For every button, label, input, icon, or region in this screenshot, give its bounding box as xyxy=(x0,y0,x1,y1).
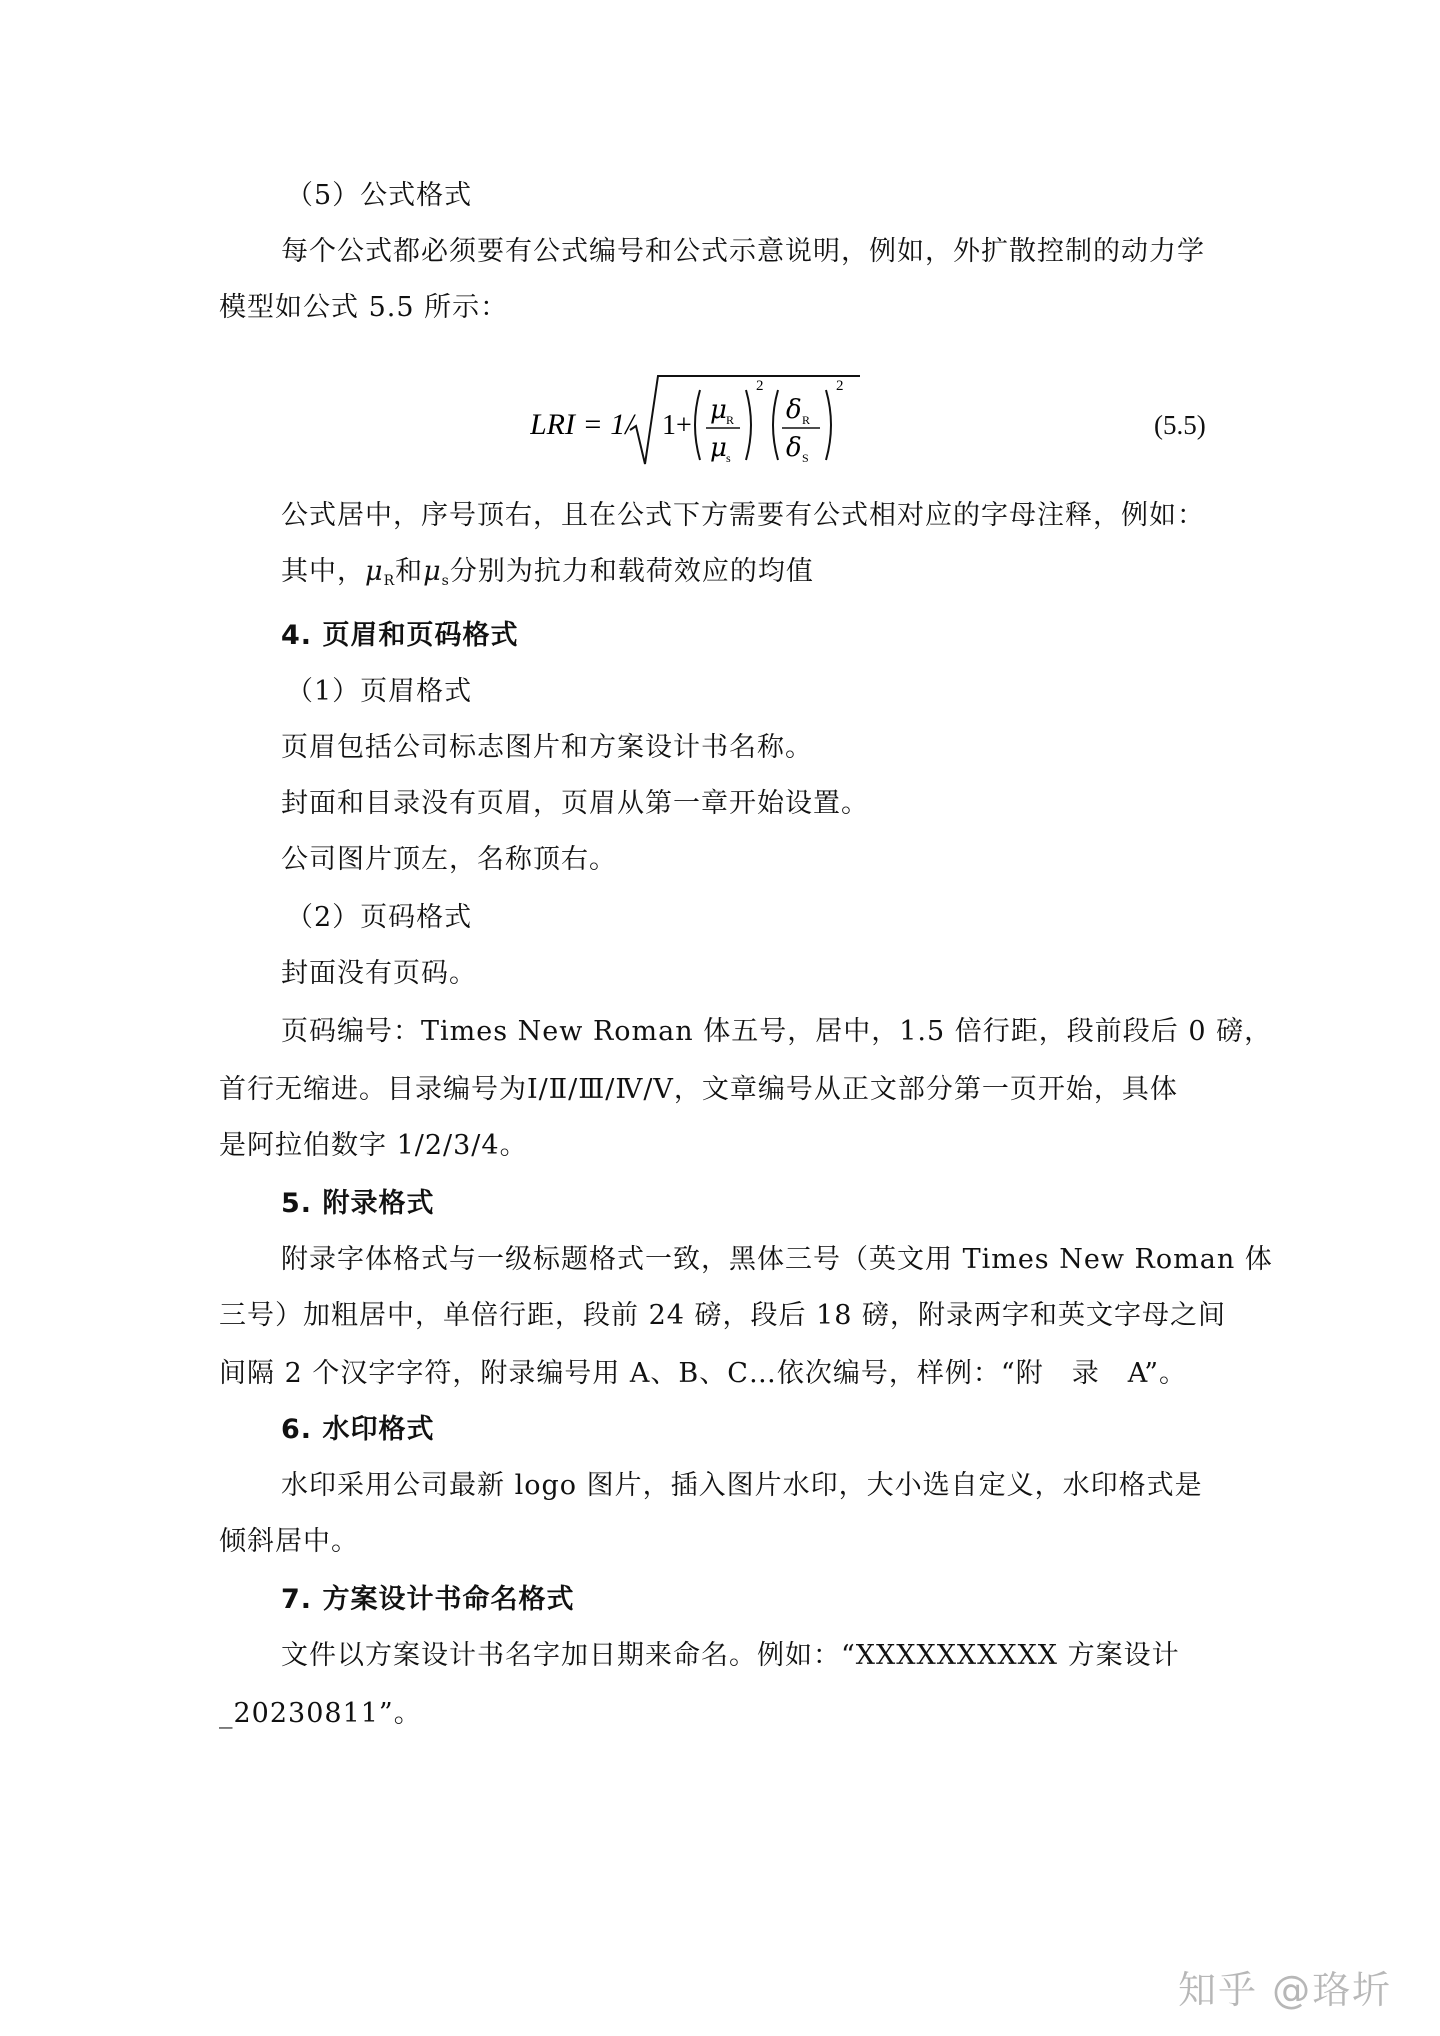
paragraph-line: 页眉包括公司标志图片和方案设计书名称。 xyxy=(281,732,813,763)
note-and: 和 xyxy=(395,556,424,587)
note-sub-r: R xyxy=(383,573,396,589)
formula-sub-r: R xyxy=(802,413,811,427)
note-suffix: 分别为抗力和载荷效应的均值 xyxy=(449,556,814,587)
formula-note-line xyxy=(281,552,814,601)
paragraph-line: 附录字体格式与一级标题格式一致，黑体三号（英文用 Times New Roman 体 xyxy=(281,1244,1273,1275)
paragraph-line: 间隔 2 个汉字字符，附录编号用 A、B、C…依次编号，样例：“附 录 A”。 xyxy=(219,1358,1188,1389)
paragraph-line: 页码编号：Times New Roman 体五号，居中，1.5 倍行距，段前段后 0 磅， xyxy=(281,1016,1273,1047)
formula-5-5 xyxy=(530,368,860,478)
left-paren xyxy=(695,390,700,460)
paragraph-line: 水印采用公司最新 logo 图片，插入图片水印，大小选自定义，水印格式是 xyxy=(281,1470,1203,1501)
paragraph-line: 文件以方案设计书名字加日期来命名。例如：“XXXXXXXXXX 方案设计 xyxy=(281,1640,1180,1671)
note-mu-s: μ xyxy=(423,556,442,587)
formula-one-plus: 1+ xyxy=(662,410,692,441)
formula-delta-r: δ xyxy=(786,395,802,425)
formula-sub-s-upper: S xyxy=(802,451,809,465)
formula-mu-s: μ xyxy=(710,433,727,463)
heading-watermark-format: 6. 水印格式 xyxy=(281,1414,435,1445)
formula-sub-r: R xyxy=(726,413,735,427)
formula-lri-label: LRI = 1/ xyxy=(530,408,634,441)
formula-delta-s: δ xyxy=(786,433,802,463)
paragraph-line: 公式居中，序号顶右，且在公式下方需要有公式相对应的字母注释，例如： xyxy=(281,500,1205,531)
note-sub-s: s xyxy=(441,573,450,589)
note-prefix: 其中， xyxy=(281,556,365,587)
paragraph-line: 封面没有页码。 xyxy=(281,958,477,989)
paragraph-line: 每个公式都必须要有公式编号和公式示意说明，例如，外扩散控制的动力学 xyxy=(281,236,1205,267)
zhihu-watermark: 知乎 @珞圻 xyxy=(1178,1968,1393,2012)
note-mu-r: μ xyxy=(365,556,384,587)
left-paren xyxy=(773,390,778,460)
subheading-page-number-format: （2）页码格式 xyxy=(286,902,473,933)
paragraph-line: _20230811”。 xyxy=(219,1698,422,1729)
paragraph-line: 模型如公式 5.5 所示： xyxy=(219,292,509,323)
subheading-formula-format: （5）公式格式 xyxy=(286,180,473,211)
heading-appendix-format: 5. 附录格式 xyxy=(281,1188,435,1219)
formula-mu-r: μ xyxy=(710,395,727,425)
formula-exp-1: 2 xyxy=(756,378,764,394)
paragraph-line: 公司图片顶左，名称顶右。 xyxy=(281,844,617,875)
right-paren xyxy=(746,390,751,460)
paragraph-line: 封面和目录没有页眉，页眉从第一章开始设置。 xyxy=(281,788,869,819)
paragraph-line: 三号）加粗居中，单倍行距，段前 24 磅，段后 18 磅，附录两字和英文字母之间 xyxy=(219,1300,1227,1331)
paragraph-line: 是阿拉伯数字 1/2/3/4。 xyxy=(219,1130,528,1161)
right-paren xyxy=(826,390,831,460)
formula-exp-2: 2 xyxy=(836,378,844,394)
subheading-header-format: （1）页眉格式 xyxy=(286,676,473,707)
paragraph-line: 首行无缩进。目录编号为Ⅰ/Ⅱ/Ⅲ/Ⅳ/Ⅴ，文章编号从正文部分第一页开始，具体 xyxy=(219,1074,1178,1105)
heading-header-page-format: 4. 页眉和页码格式 xyxy=(281,620,519,651)
formula-number: (5.5) xyxy=(1154,410,1206,440)
formula-sub-s: s xyxy=(726,451,731,465)
heading-naming-format: 7. 方案设计书命名格式 xyxy=(281,1584,575,1615)
paragraph-line: 倾斜居中。 xyxy=(219,1526,359,1557)
